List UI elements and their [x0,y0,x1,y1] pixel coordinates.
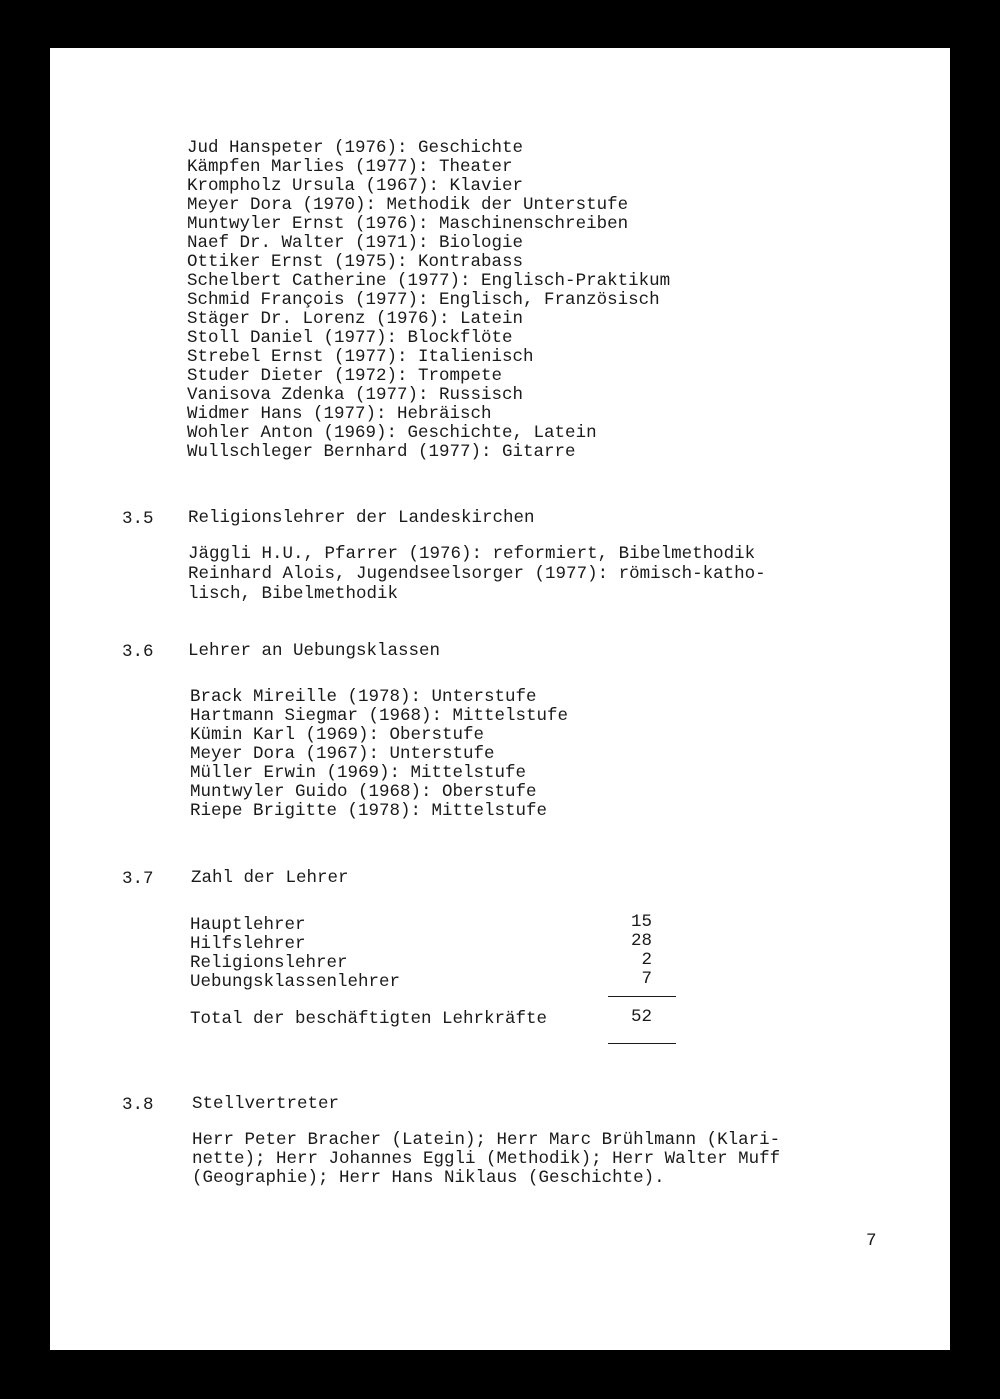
count-label: Hilfslehrer [190,934,306,954]
count-value: 7 [641,969,652,989]
teacher-entry: Wohler Anton (1969): Geschichte, Latein [187,423,597,443]
practice-class-teacher: Riepe Brigitte (1978): Mittelstufe [190,801,548,821]
teacher-entry: Krompholz Ursula (1967): Klavier [187,176,524,196]
practice-class-teacher: Hartmann Siegmar (1968): Mittelstufe [190,706,569,726]
teacher-entry: Kämpfen Marlies (1977): Theater [187,157,513,177]
section-number: 3.5 [122,509,154,529]
count-label: Hauptlehrer [190,915,306,935]
teacher-entry: Stoll Daniel (1977): Blockflöte [187,328,513,348]
substitute-line: (Geographie); Herr Hans Niklaus (Geschichte). [192,1168,665,1188]
section-number: 3.8 [122,1095,154,1115]
section-title: Lehrer an Uebungsklassen [188,641,441,661]
teacher-entry: Stäger Dr. Lorenz (1976): Latein [187,309,524,329]
practice-class-teacher: Meyer Dora (1967): Unterstufe [190,744,495,764]
teacher-entry: Widmer Hans (1977): Hebräisch [187,404,492,424]
teacher-entry: Meyer Dora (1970): Methodik der Unterstufe [187,195,629,215]
teacher-entry: Schelbert Catherine (1977): Englisch-Praktikum [187,271,671,291]
section-title: Stellvertreter [192,1094,340,1114]
practice-class-teacher: Müller Erwin (1969): Mittelstufe [190,763,527,783]
count-value: 28 [630,931,652,951]
teacher-entry: Wullschleger Bernhard (1977): Gitarre [187,442,576,462]
count-value: 15 [630,912,652,932]
total-value: 52 [630,1007,652,1027]
page-number: 7 [866,1231,877,1251]
teacher-entry: Studer Dieter (1972): Trompete [187,366,503,386]
religion-teacher-line: lisch, Bibelmethodik [188,584,399,604]
religion-teacher-line: Reinhard Alois, Jugendseelsorger (1977): römisch-katho- [188,564,766,584]
teacher-entry: Muntwyler Ernst (1976): Maschinenschreiben [187,214,629,234]
teacher-entry: Jud Hanspeter (1976): Geschichte [187,138,524,158]
substitute-line: nette); Herr Johannes Eggli (Methodik); Herr Walter Muff [192,1149,781,1169]
count-label: Uebungsklassenlehrer [190,972,401,992]
count-value: 2 [641,950,652,970]
practice-class-teacher: Muntwyler Guido (1968): Oberstufe [190,782,537,802]
count-label: Religionslehrer [190,953,348,973]
practice-class-teacher: Kümin Karl (1969): Oberstufe [190,725,485,745]
teacher-entry: Schmid François (1977): Englisch, Französisch [187,290,660,310]
section-title: Religionslehrer der Landeskirchen [188,508,535,528]
section-number: 3.6 [122,642,154,662]
section-title: Zahl der Lehrer [191,868,349,888]
section-number: 3.7 [122,869,154,889]
teacher-entry: Vanisova Zdenka (1977): Russisch [187,385,524,405]
substitute-line: Herr Peter Bracher (Latein); Herr Marc Brühlmann (Klari- [192,1130,781,1150]
religion-teacher-line: Jäggli H.U., Pfarrer (1976): reformiert, Bibelmethodik [188,544,756,564]
total-rule [608,1043,676,1044]
document-page [50,48,950,1350]
total-label: Total der beschäftigten Lehrkräfte [190,1009,548,1029]
teacher-entry: Strebel Ernst (1977): Italienisch [187,347,534,367]
practice-class-teacher: Brack Mireille (1978): Unterstufe [190,687,537,707]
sum-rule [608,996,676,997]
teacher-entry: Ottiker Ernst (1975): Kontrabass [187,252,524,272]
teacher-entry: Naef Dr. Walter (1971): Biologie [187,233,524,253]
